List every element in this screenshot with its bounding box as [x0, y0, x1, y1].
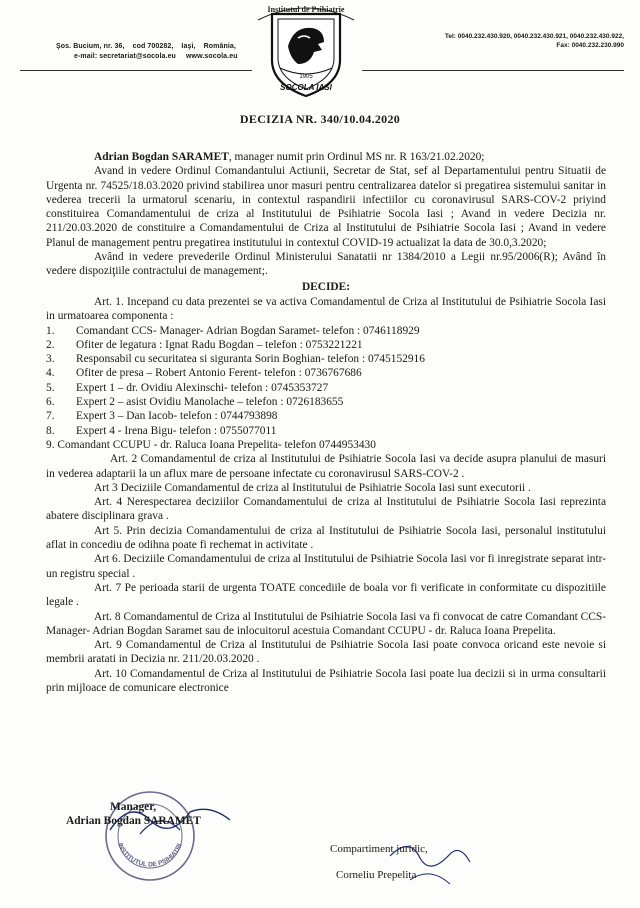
logo-text-top: Institutul de Psihiatrie [267, 5, 345, 14]
article-7: Art. 7 Pe perioada starii de urgenta TOATE concediile de boala vor fi verificate in conformitate cu dispozitiile legale . [46, 581, 606, 609]
fax: Fax: 0040.232.230.990 [556, 42, 624, 49]
article-1-label: Art. 1. [94, 295, 124, 308]
logo-text-bottom: SOCOLA IASI [280, 83, 332, 92]
list-item: 8. Expert 4 - Irena Bigu- telefon : 0755077011 [46, 424, 277, 437]
list-item: 3. Responsabil cu securitatea si siguranta Sorin Boghian- telefon : 0745152916 [46, 353, 425, 366]
header-rule-left [20, 70, 252, 71]
list-item: 6. Expert 2 – asist Ovidiu Manolache – telefon : 0726183655 [46, 396, 344, 409]
intro-text: , manager numit prin Ordinul MS nr. R 163/21.02.2020; [228, 151, 485, 163]
legal-signature-name: Corneliu Prepelita [336, 869, 417, 881]
list-item: 1. Comandant CCS- Manager- Adrian Bogdan Saramet- telefon : 0746118929 [46, 324, 420, 337]
article-9: Art. 9 Comandamentul de Criza al Institutului de Psihiatrie Socola Iasi poate convoca oricand este nevoie si membrii aratati in Decizia nr. 211/20.03.2020 . [46, 639, 606, 666]
paragraph-considerations: Avand in vedere Ordinul Comandantului Actiunii, Secretar de Stat, sef al Departamentului pentru Situatii de Urgenta nr. 74525/18.03.2020 privind stabilirea unor masuri pentru centralizarea datelor si pregatirea sistemului sanitar in vederea trecerii la urmatorul scenariu, in contextul raspandirii infectiilor cu coronavirusul SARS-COV-2 priyind constituirea Comandamentului de criza al Institutului de Psihiatrie Socola Iasi ; Avand in vedere Decizia nr. 211/20.03.2020 de constituire a Comandamentului de Criza al Institutului de Psihiatrie Socola Iasi ; Avand in vedere Planul de management pentru pregatirea institutului in contextul COVID-19 actualizat la data de 30.0,3.2020; [46, 165, 606, 249]
street: Şos. Bucium, nr. 36, [56, 43, 125, 50]
signature-block-legal [330, 842, 428, 882]
stamp-text: INSTITUTUL DE PSIHIATRI [116, 842, 184, 869]
document-body [46, 150, 606, 695]
legal-department: Compartiment juridic, [330, 843, 428, 855]
manager-signature-name: Adrian Bogdan SARAMET [66, 815, 201, 827]
article-1-text: Incepand cu data prezentei se va activa Comandamentul de Criza al Institutului de Psihiatrie Socola Iasi in urmatoarea componenta : [46, 295, 606, 323]
email: e-mail: secretariat@socola.eu [74, 53, 176, 60]
header-rule-right [362, 70, 624, 71]
website: www.socola.eu [185, 53, 238, 60]
letterhead-contact [445, 32, 624, 50]
list-item: 4. Ofiter de presa – Robert Antonio Ferent- telefon : 0736767686 [46, 367, 362, 380]
list-item: 7. Expert 3 – Dan Iacob- telefon : 0744793898 [46, 410, 278, 423]
city: Iaşi, [181, 43, 196, 50]
manager-name: Adrian Bogdan SARAMET [94, 151, 229, 163]
document-title: DECIZIA NR. 340/10.04.2020 [239, 112, 401, 126]
article-1 [46, 295, 606, 324]
member-list [46, 324, 606, 453]
paragraph-legal: Avȃnd in vedere prevederile Ordinul Ministerului Sanatatii nr 1384/2010 a Legii nr.95/2006(R); Avȃnd în vedere dispoziţiile contractului de management;. [46, 251, 606, 278]
postal-code: cod 700282, [132, 43, 174, 50]
article-5: Art 5. Prin decizia Comandamentului de criza al Institutului de Psihiatrie Socola Iasi, personalul institutului aflat in concediu de odihna poate fi rechemat in activitate . [46, 524, 606, 552]
telephone: Tel: 0040.232.430.920, 0040.232.430.921, 0040.232.430.922, [444, 33, 624, 40]
list-item: 2. Ofiter de legatura : Ignat Radu Bogdan – telefon : 0753221221 [46, 338, 363, 351]
list-item-9: 9. Comandant CCUPU - dr. Raluca Ioana Prepelita- telefon 0744953430 [46, 438, 376, 451]
article-2: Art. 2 Comandamentul de criza al Institutului de Psihiatrie Socola Iasi va decide asupra planului de masuri in vederea adaptarii la un aflux mare de persoane infectate cu coronavirusul SARS-COV-2 . [46, 453, 606, 480]
country: România, [203, 43, 236, 50]
letterhead-address [56, 42, 246, 62]
article-3: Art 3 Deciziile Comandamentul de criza al Institutului de Psihiatrie Socola Iasi sunt executorii . [94, 481, 531, 494]
decide-heading: DECIDE: [301, 280, 351, 293]
intro-paragraph [46, 150, 606, 164]
manager-role: Manager, [110, 801, 157, 813]
article-10: Art. 10 Comandamentul de Criza al Institutului de Psihiatrie Socola Iasi poate lua decizii si in urma consultarii prin mijloace de comunicare electronice [46, 667, 606, 694]
article-6: Art 6. Deciziile Comandamentului de criza al Institutului de Psihiatrie Socola Iasi vor fi inregistrate separat intr-un registru special . [46, 553, 606, 580]
institute-logo [244, 2, 368, 98]
logo-year: 1905 [299, 74, 313, 80]
article-4: Art. 4 Nerespectarea deciziilor Comandamentului de criza al Institutului de Psihiatrie Socola Iasi reprezinta abatere disciplinara grava . [46, 496, 606, 523]
article-8: Art. 8 Comandamentul de Criza al Institutului de Psihiatrie Socola Iasi va fi convocat de catre Comandant CCS- Manager- Adrian Bogdan Saramet sau de inlocuitorul acestuia Comandant CCUPU - dr. Raluca Ioana Prepelita. [46, 610, 606, 637]
list-item: 5. Expert 1 – dr. Ovidiu Alexinschi- telefon : 0745353727 [46, 381, 329, 394]
signature-block-manager [66, 800, 201, 828]
